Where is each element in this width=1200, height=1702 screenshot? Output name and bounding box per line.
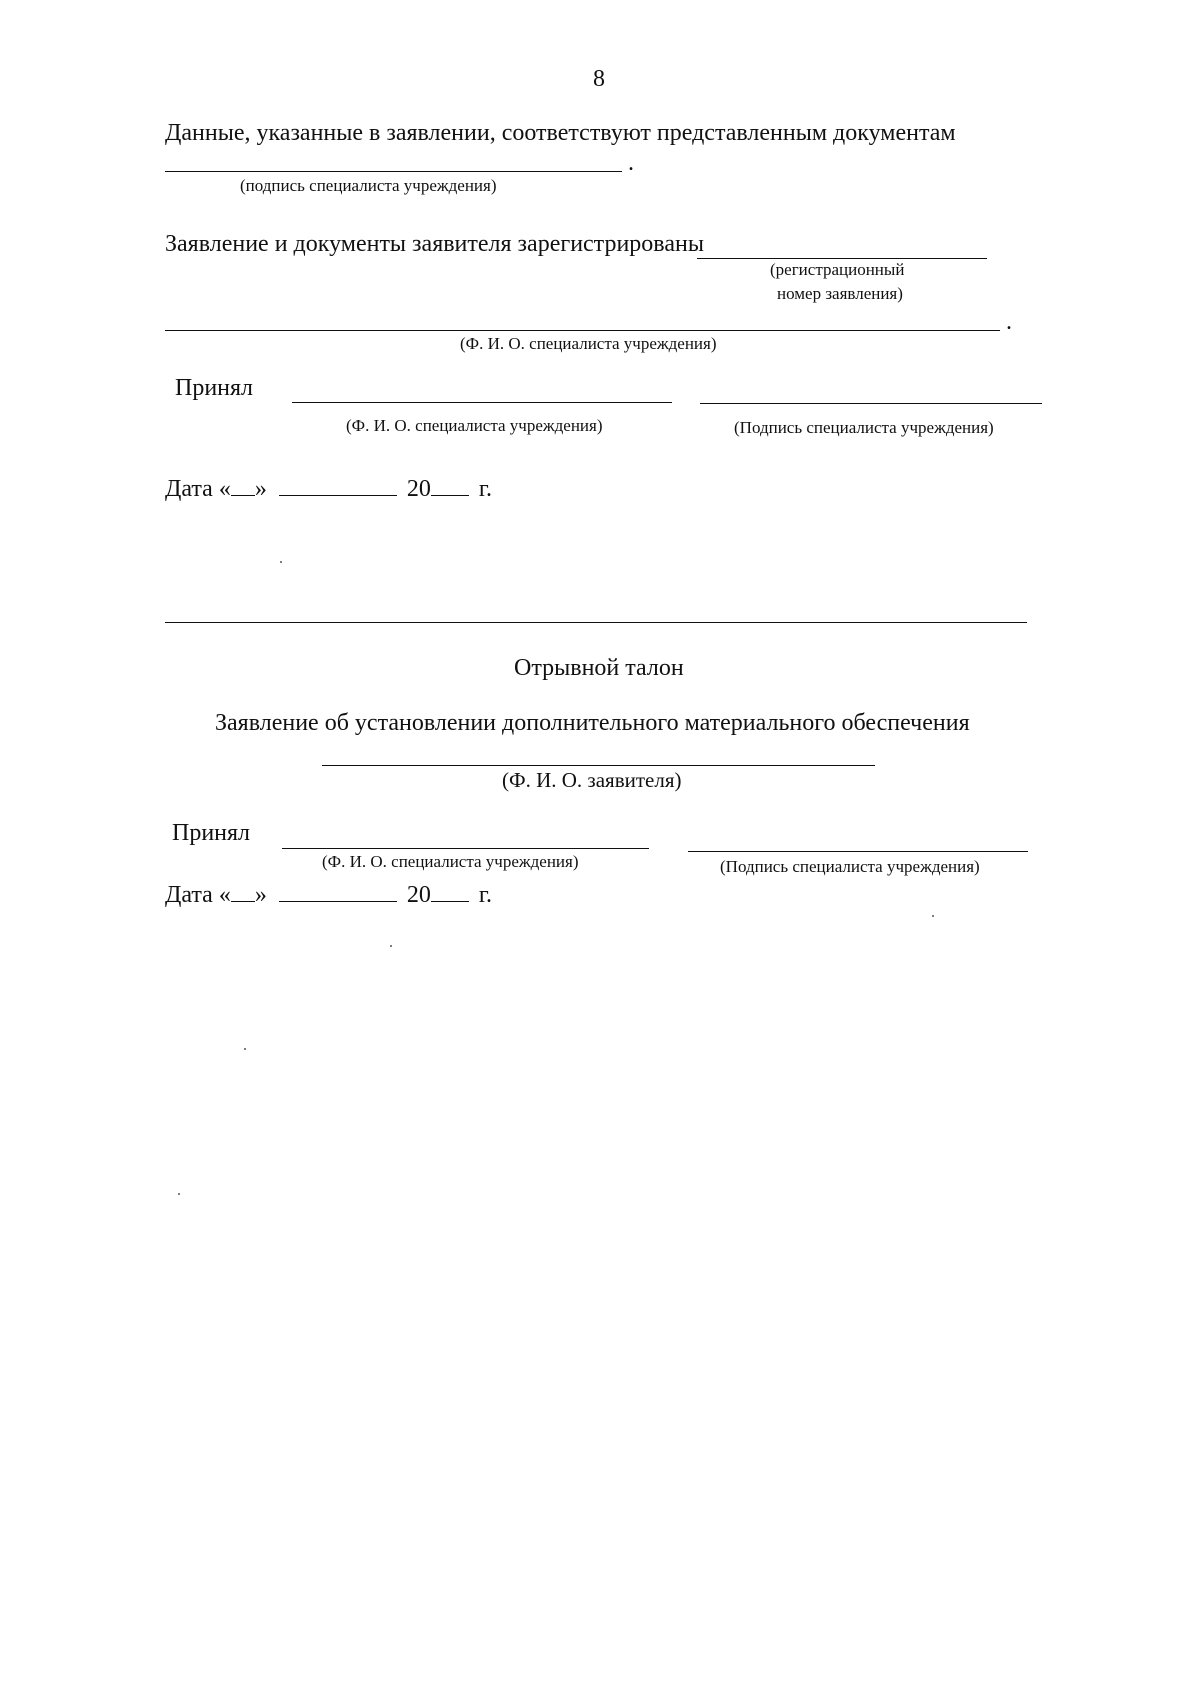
tear-off-date-row xyxy=(165,882,492,909)
signature-line xyxy=(165,171,622,172)
date-prefix: Дата « xyxy=(165,476,231,502)
applicant-caption: (Ф. И. О. заявителя) xyxy=(502,768,682,792)
date-suffix: г. xyxy=(478,476,492,502)
specialist-fio-caption: (Ф. И. О. специалиста учреждения) xyxy=(460,334,717,353)
date-row xyxy=(165,476,492,503)
tear-off-accepted-signature-caption: (Подпись специалиста учреждения) xyxy=(720,857,980,876)
applicant-fio-line xyxy=(322,765,875,766)
scan-speck xyxy=(178,1193,180,1195)
accepted-fio-caption: (Ф. И. О. специалиста учреждения) xyxy=(346,416,603,435)
scan-speck xyxy=(244,1048,246,1050)
reg-number-caption-line2: номер заявления) xyxy=(777,284,903,303)
tear-off-statement: Заявление об установлении дополнительного материального обеспечения xyxy=(215,710,970,736)
date-day-line xyxy=(231,477,255,496)
scan-speck xyxy=(932,915,934,917)
registered-statement: Заявление и документы заявителя зарегистрированы xyxy=(165,231,704,257)
tear-off-accepted-fio-caption: (Ф. И. О. специалиста учреждения) xyxy=(322,852,579,871)
period-mark: . xyxy=(1006,309,1012,335)
scan-speck xyxy=(280,561,282,563)
date-prefix: Дата « xyxy=(165,882,231,908)
data-matches-statement: Данные, указанные в заявлении, соответствуют представленным документам xyxy=(165,120,956,146)
date-year-line xyxy=(431,883,469,902)
date-year-line xyxy=(431,477,469,496)
date-suffix: г. xyxy=(478,882,492,908)
date-quote-close: » xyxy=(254,476,267,502)
accepted-signature-line xyxy=(700,403,1042,404)
tear-off-accepted-label: Принял xyxy=(172,820,251,846)
accepted-signature-caption: (Подпись специалиста учреждения) xyxy=(734,418,994,437)
tear-off-line xyxy=(165,622,1027,623)
tear-off-title: Отрывной талон xyxy=(514,655,684,681)
page-number: 8 xyxy=(593,66,605,92)
period-mark: . xyxy=(628,150,634,176)
accepted-label: Принял xyxy=(175,375,254,401)
date-month-line xyxy=(279,477,397,496)
tear-off-accepted-fio-line xyxy=(282,848,649,849)
date-year-prefix: 20 xyxy=(406,882,431,908)
reg-number-line xyxy=(697,258,987,259)
accepted-fio-line xyxy=(292,402,672,403)
date-year-prefix: 20 xyxy=(406,476,431,502)
date-month-line xyxy=(279,883,397,902)
reg-number-caption-line1: (регистрационный xyxy=(770,260,905,279)
date-quote-close: » xyxy=(254,882,267,908)
scan-speck xyxy=(390,945,392,947)
date-day-line xyxy=(231,883,255,902)
tear-off-accepted-signature-line xyxy=(688,851,1028,852)
specialist-fio-line xyxy=(165,330,1000,331)
signature-caption: (подпись специалиста учреждения) xyxy=(240,176,497,195)
